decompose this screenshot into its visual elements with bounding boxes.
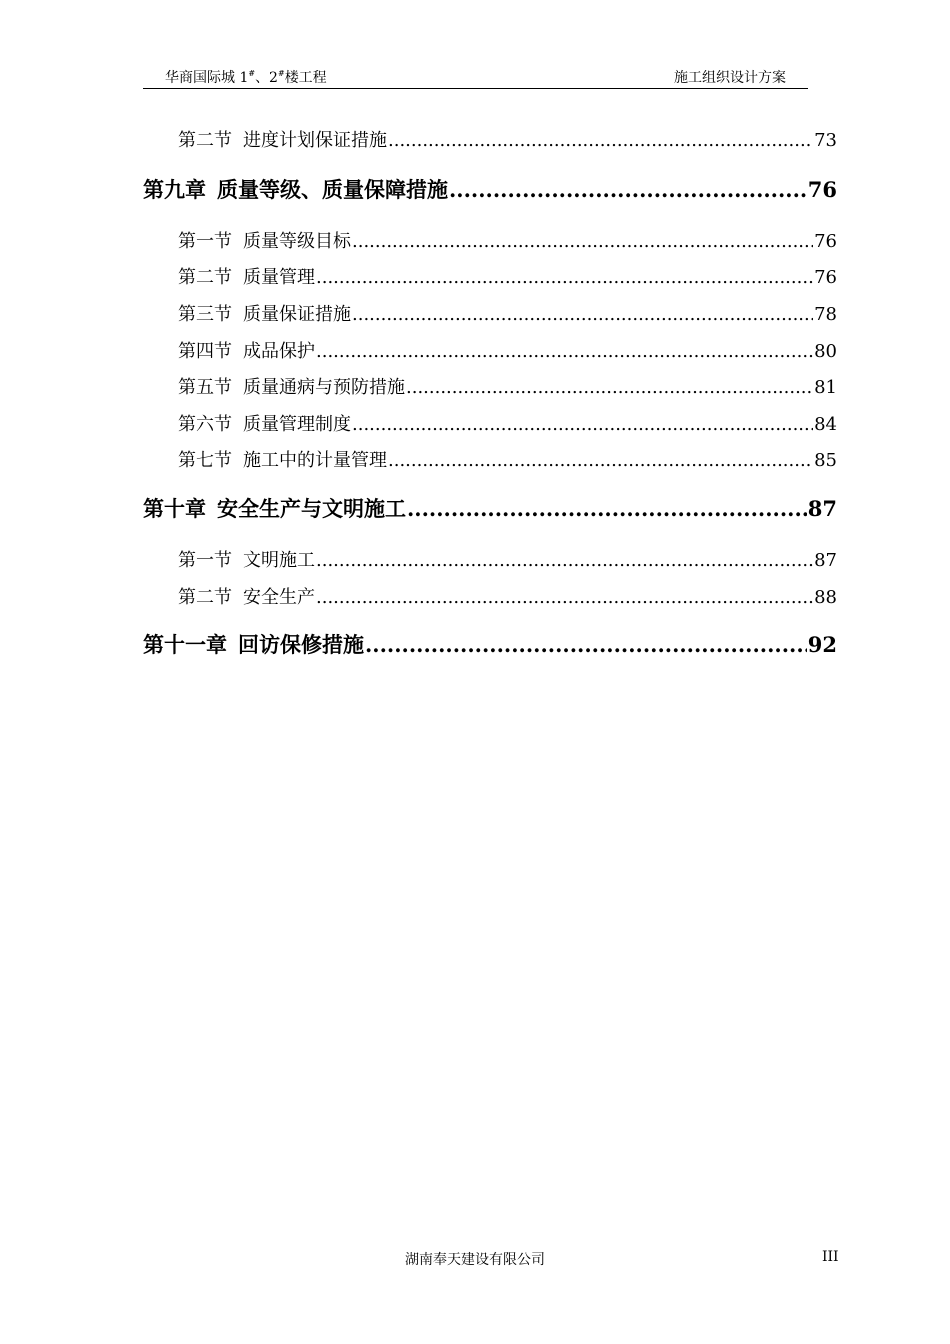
toc-leader-dots [352,414,813,435]
toc-entry-page: 81 [814,377,837,398]
toc-entry-number: 第一节 [178,550,232,571]
toc-chapter[interactable] [143,493,837,523]
toc-leader-dots [406,377,813,398]
toc-entry-title: 安全生产 [243,587,315,608]
toc-chapter[interactable] [143,174,837,204]
toc-entry[interactable] [143,446,837,472]
toc-entry-number: 第二节 [178,587,232,608]
toc-entry-number: 第六节 [178,414,232,435]
toc-entry-page: 88 [814,587,837,608]
toc-chapter-page: 76 [807,177,837,202]
toc-entry[interactable] [143,583,837,609]
toc-entry-number: 第三节 [178,304,232,325]
toc-entry-title: 质量等级目标 [243,231,351,252]
toc-entry-number: 第五节 [178,377,232,398]
footer-company-name: 湖南奉天建设有限公司 [405,1252,545,1268]
toc-leader-dots [388,130,813,151]
toc-chapter-title: 质量等级、质量保障措施 [217,178,448,202]
toc-entry-title: 质量通病与预防措施 [243,377,405,398]
toc-chapter-number: 第十一章 [143,633,227,657]
toc-entry-page: 78 [814,304,837,325]
header-document-title: 施工组织设计方案 [674,70,786,86]
toc-leader-dots [352,231,813,252]
toc-leader-dots [316,267,813,288]
toc-leader-dots [316,550,813,571]
toc-entry[interactable] [143,126,837,152]
toc-entry-number: 第二节 [178,267,232,288]
toc-entry-title: 施工中的计量管理 [243,450,387,471]
toc-entry[interactable] [143,300,837,326]
toc-entry-page: 84 [814,414,837,435]
toc-leader-dots [388,450,813,471]
toc-entry-title: 质量保证措施 [243,304,351,325]
toc-entry-title: 文明施工 [243,550,315,571]
toc-entry-page: 87 [814,550,837,571]
toc-entry-number: 第一节 [178,231,232,252]
toc-entry[interactable] [143,337,837,363]
toc-entry[interactable] [143,410,837,436]
toc-leader-dots [365,632,807,657]
toc-entry[interactable] [143,263,837,289]
toc-entry-page: 76 [814,267,837,288]
toc-entry-page: 80 [814,341,837,362]
toc-leader-dots [407,496,807,521]
toc-chapter-number: 第九章 [143,178,206,202]
toc-chapter-page: 92 [807,632,837,657]
toc-entry[interactable] [143,546,837,572]
toc-leader-dots [352,304,813,325]
toc-chapter-page: 87 [807,496,837,521]
toc-entry-page: 76 [814,231,837,252]
toc-chapter-title: 安全生产与文明施工 [217,497,406,521]
toc-entry-title: 成品保护 [243,341,315,362]
toc-entry-number: 第二节 [178,130,232,151]
toc-entry-page: 85 [814,450,837,471]
page-header [143,64,808,89]
footer-page-number: III [822,1249,839,1265]
toc-entry[interactable] [143,227,837,253]
toc-entry-page: 73 [814,130,837,151]
toc-entry-title: 质量管理 [243,267,315,288]
toc-entry-number: 第七节 [178,450,232,471]
toc-leader-dots [316,341,813,362]
toc-entry[interactable] [143,373,837,399]
toc-chapter-number: 第十章 [143,497,206,521]
toc-leader-dots [316,587,813,608]
toc-leader-dots [449,177,807,202]
header-project-name: 华商国际城 1#、2#楼工程 [165,69,327,86]
toc-entry-title: 进度计划保证措施 [243,130,387,151]
toc-entry-number: 第四节 [178,341,232,362]
toc-chapter-title: 回访保修措施 [238,633,364,657]
toc-entry-title: 质量管理制度 [243,414,351,435]
toc-chapter[interactable] [143,629,837,659]
